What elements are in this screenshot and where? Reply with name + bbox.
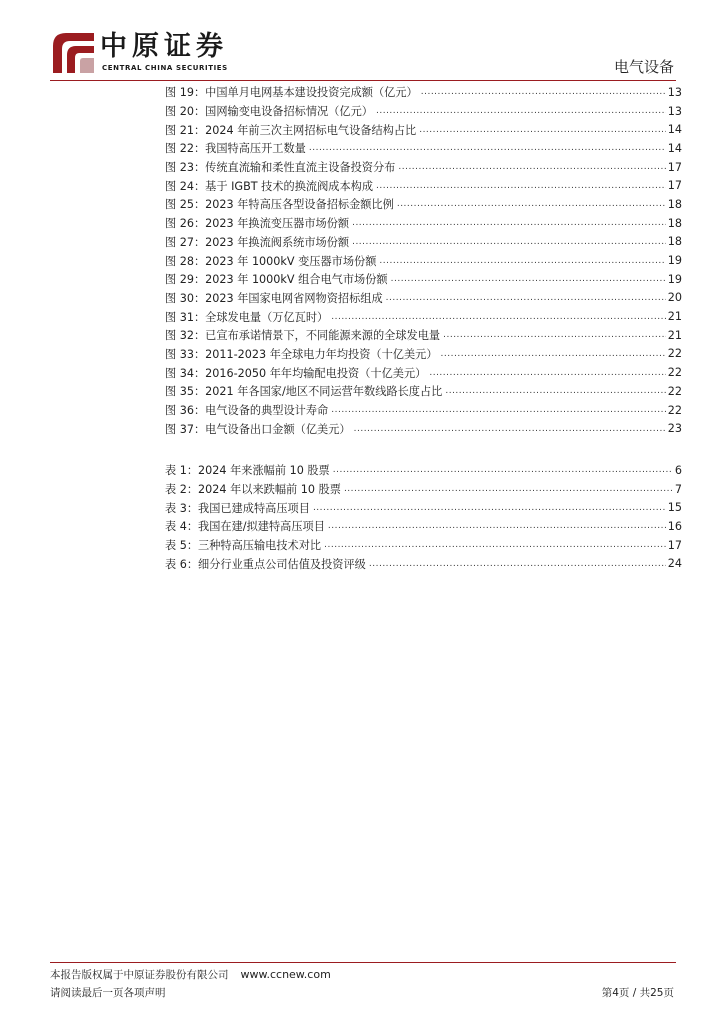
- footer-copyright-line: [50, 967, 331, 982]
- figure-toc-entry-label: 图 24：基于 IGBT 技术的换流阀成本构成: [165, 179, 374, 193]
- figure-toc-entry-page-number: 13: [667, 104, 682, 118]
- dot-leader: [421, 87, 666, 97]
- figure-toc-entry-label: 图 28：2023 年 1000kV 变压器市场份额: [165, 254, 377, 268]
- figure-toc-entry-page-number: 18: [667, 235, 682, 249]
- table-toc-entry-page-number: 16: [667, 519, 682, 533]
- figure-toc-entry-label: 图 29：2023 年 1000kV 组合电气市场份额: [165, 273, 388, 287]
- figure-toc-entry-page-number: 14: [667, 141, 682, 155]
- table-toc-entry[interactable]: [165, 498, 682, 517]
- figure-toc-entry[interactable]: [165, 419, 682, 438]
- central-china-securities-logo-icon: [50, 30, 98, 74]
- figure-toc-entry-label: 图 22：我国特高压开工数量: [165, 142, 306, 156]
- figure-toc-entry[interactable]: [165, 83, 682, 102]
- table-toc-entry-page-number: 17: [667, 538, 682, 552]
- table-toc-entry[interactable]: [165, 554, 682, 573]
- figure-toc-entry[interactable]: [165, 363, 682, 382]
- dot-leader: [352, 237, 666, 247]
- dot-leader: [352, 218, 666, 228]
- figure-toc-entry-page-number: 20: [667, 291, 682, 305]
- figure-index: [165, 83, 682, 438]
- figure-toc-entry[interactable]: [165, 270, 682, 289]
- dot-leader: [443, 330, 666, 340]
- figure-toc-entry-page-number: 18: [667, 197, 682, 211]
- table-toc-entry-page-number: 6: [674, 463, 682, 477]
- figure-toc-entry-page-number: 23: [667, 422, 682, 436]
- table-toc-entry-label: 表 1：2024 年来涨幅前 10 股票: [165, 464, 330, 478]
- figure-toc-entry-page-number: 18: [667, 216, 682, 230]
- dot-leader: [324, 540, 666, 550]
- figure-toc-entry-label: 图 36：电气设备的典型设计寿命: [165, 404, 329, 418]
- figure-toc-entry-label: 图 30：2023 年国家电网省网物资招标组成: [165, 291, 383, 305]
- figure-toc-entry[interactable]: [165, 102, 682, 121]
- table-toc-entry-label: 表 5：三种特高压输电技术对比: [165, 539, 322, 553]
- figure-toc-entry-page-number: 17: [667, 160, 682, 174]
- figure-toc-entry-label: 图 33：2011-2023 年全球电力年均投资（十亿美元）: [165, 347, 438, 361]
- dot-leader: [313, 503, 666, 513]
- brand-name: 中原证券: [100, 31, 228, 62]
- table-toc-entry[interactable]: [165, 536, 682, 555]
- dot-leader: [331, 312, 666, 322]
- header-divider: [50, 80, 676, 81]
- figure-toc-entry-label: 图 26：2023 年换流变压器市场份额: [165, 217, 350, 231]
- dot-leader: [397, 199, 666, 209]
- table-toc-entry-page-number: 7: [674, 482, 682, 496]
- dot-leader: [344, 484, 673, 494]
- dot-leader: [331, 405, 666, 415]
- section-title: 电气设备: [613, 58, 674, 76]
- figure-toc-entry-page-number: 17: [667, 179, 682, 193]
- figure-toc-entry-label: 图 27：2023 年换流阀系统市场份额: [165, 235, 350, 249]
- table-index: [165, 461, 682, 573]
- figure-toc-entry-page-number: 21: [667, 310, 682, 324]
- figure-toc-entry[interactable]: [165, 176, 682, 195]
- figure-toc-entry-page-number: 22: [667, 347, 682, 361]
- figure-toc-entry-label: 图 37：电气设备出口金额（亿美元）: [165, 422, 351, 436]
- figure-toc-entry[interactable]: [165, 233, 682, 252]
- figure-toc-entry-page-number: 22: [667, 366, 682, 380]
- dot-leader: [354, 424, 666, 434]
- table-toc-entry[interactable]: [165, 461, 682, 480]
- figure-toc-entry[interactable]: [165, 289, 682, 308]
- figure-toc-entry-label: 图 31：全球发电量（万亿瓦时）: [165, 310, 329, 324]
- dot-leader: [429, 368, 665, 378]
- figure-toc-entry[interactable]: [165, 120, 682, 139]
- table-toc-entry-label: 表 4：我国在建/拟建特高压项目: [165, 520, 325, 534]
- page-header: [0, 0, 724, 80]
- table-toc-entry-label: 表 3：我国已建成特高压项目: [165, 501, 310, 515]
- figure-toc-entry-page-number: 22: [667, 403, 682, 417]
- table-toc-entry[interactable]: [165, 480, 682, 499]
- table-toc-entry-page-number: 15: [667, 501, 682, 515]
- figure-toc-entry-label: 图 34：2016-2050 年年均输配电投资（十亿美元）: [165, 366, 427, 380]
- dot-leader: [379, 256, 665, 266]
- figure-toc-entry[interactable]: [165, 307, 682, 326]
- dot-leader: [369, 559, 666, 569]
- dot-leader: [376, 106, 666, 116]
- figure-toc-entry-page-number: 14: [667, 123, 682, 137]
- figure-toc-entry[interactable]: [165, 401, 682, 420]
- figure-toc-entry-page-number: 13: [667, 85, 682, 99]
- figure-toc-entry[interactable]: [165, 326, 682, 345]
- table-toc-entry-label: 表 6：细分行业重点公司估值及投资评级: [165, 557, 366, 571]
- dot-leader: [309, 143, 666, 153]
- figure-toc-entry[interactable]: [165, 195, 682, 214]
- figure-toc-entry-page-number: 19: [667, 272, 682, 286]
- footer-divider: [50, 962, 676, 963]
- figure-toc-entry-label: 图 23：传统直流输和柔性直流主设备投资分布: [165, 161, 396, 175]
- dot-leader: [391, 274, 666, 284]
- figure-toc-entry-label: 图 20：国网输变电设备招标情况（亿元）: [165, 105, 373, 119]
- figure-toc-entry-page-number: 22: [667, 384, 682, 398]
- figure-toc-entry[interactable]: [165, 345, 682, 364]
- dot-leader: [445, 386, 665, 396]
- figure-toc-entry[interactable]: [165, 158, 682, 177]
- figure-toc-entry-label: 图 32：已宣布承诺情景下，不同能源来源的全球发电量: [165, 329, 441, 343]
- dot-leader: [419, 125, 666, 135]
- table-toc-entry-page-number: 24: [667, 557, 682, 571]
- figure-toc-entry-label: 图 35：2021 年各国家/地区不同运营年数线路长度占比: [165, 385, 443, 399]
- table-toc-entry[interactable]: [165, 517, 682, 536]
- figure-toc-entry-label: 图 21：2024 年前三次主网招标电气设备结构占比: [165, 123, 417, 137]
- dot-leader: [333, 465, 673, 475]
- figure-toc-entry-label: 图 19：中国单月电网基本建设投资完成额（亿元）: [165, 86, 418, 100]
- brand-name-english: CENTRAL CHINA SECURITIES: [102, 64, 228, 72]
- figure-toc-entry-page-number: 19: [667, 254, 682, 268]
- copyright-text: 本报告版权属于中原证券股份有限公司: [50, 969, 229, 981]
- figure-toc-entry[interactable]: [165, 382, 682, 401]
- figure-toc-entry[interactable]: [165, 139, 682, 158]
- table-toc-entry-label: 表 2：2024 年以来跌幅前 10 股票: [165, 483, 341, 497]
- dot-leader: [386, 293, 666, 303]
- dot-leader: [376, 181, 666, 191]
- dot-leader: [398, 162, 665, 172]
- figure-toc-entry-page-number: 21: [667, 328, 682, 342]
- footer-disclaimer: 请阅读最后一页各项声明: [50, 987, 166, 999]
- page-number: 第4页 / 共25页: [601, 987, 674, 999]
- dot-leader: [328, 521, 666, 531]
- figure-toc-entry[interactable]: [165, 214, 682, 233]
- dot-leader: [441, 349, 666, 359]
- website-link[interactable]: www.ccnew.com: [240, 968, 331, 981]
- figure-toc-entry-label: 图 25：2023 年特高压各型设备招标金额比例: [165, 198, 394, 212]
- figure-toc-entry[interactable]: [165, 251, 682, 270]
